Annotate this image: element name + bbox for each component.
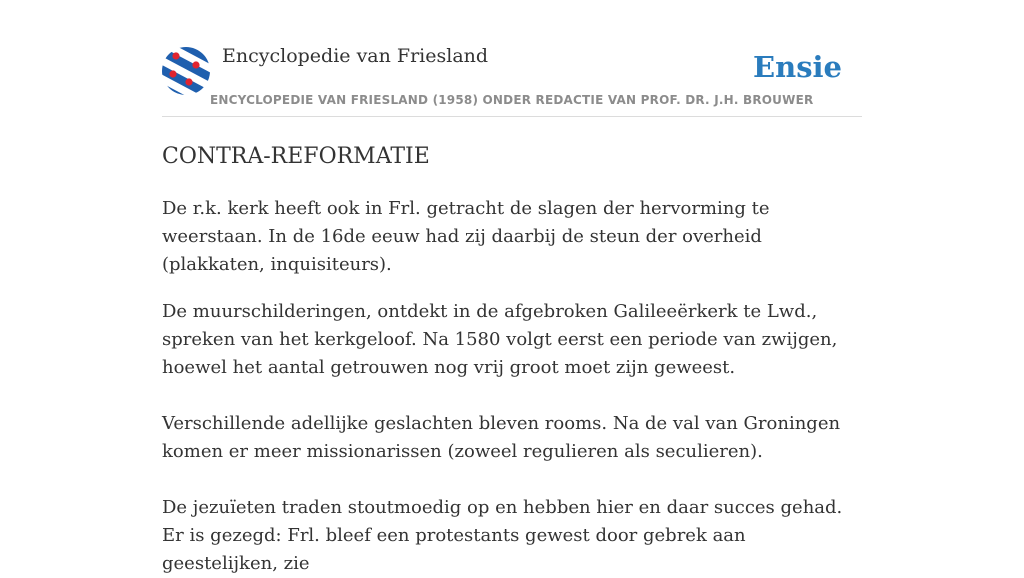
frisian-flag-icon[interactable] [162,47,210,95]
ensie-brand-logo[interactable]: Ensie [753,50,842,84]
article-paragraph: Verschillende adellijke geslachten bleven rooms. Na de val van Groningen komen er meer missionarissen (zoweel regulieren als seculieren). [162,413,841,462]
content-container [162,0,862,578]
article-title: CONTRA-REFORMATIE [162,144,430,169]
article-paragraph: De muurschilderingen, ontdekt in de afgebroken Galileeërkerk te Lwd., spreken van het kerkgeloof. Na 1580 volgt eerst een periode van zwijgen, hoewel het aantal getrouwen nog vrij groot moet zijn geweest. [162,301,838,378]
encyclopedia-subtitle: ENCYCLOPEDIE VAN FRIESLAND (1958) ONDER REDACTIE VAN PROF. DR. J.H. BROUWER [210,93,814,107]
article-paragraph: De r.k. kerk heeft ook in Frl. getracht de slagen der hervorming te weerstaan. In de 16de eeuw had zij daarbij de steun der overheid (plakkaten, inquisiteurs). [162,198,770,275]
site-header [162,0,862,117]
site-title[interactable]: Encyclopedie van Friesland [222,45,489,67]
article-paragraph: De jezuïeten traden stoutmoedig op en hebben hier en daar succes gehad. Er is gezegd: Frl. bleef een protestants gewest door gebrek aan geestelijken, zie [162,497,843,574]
